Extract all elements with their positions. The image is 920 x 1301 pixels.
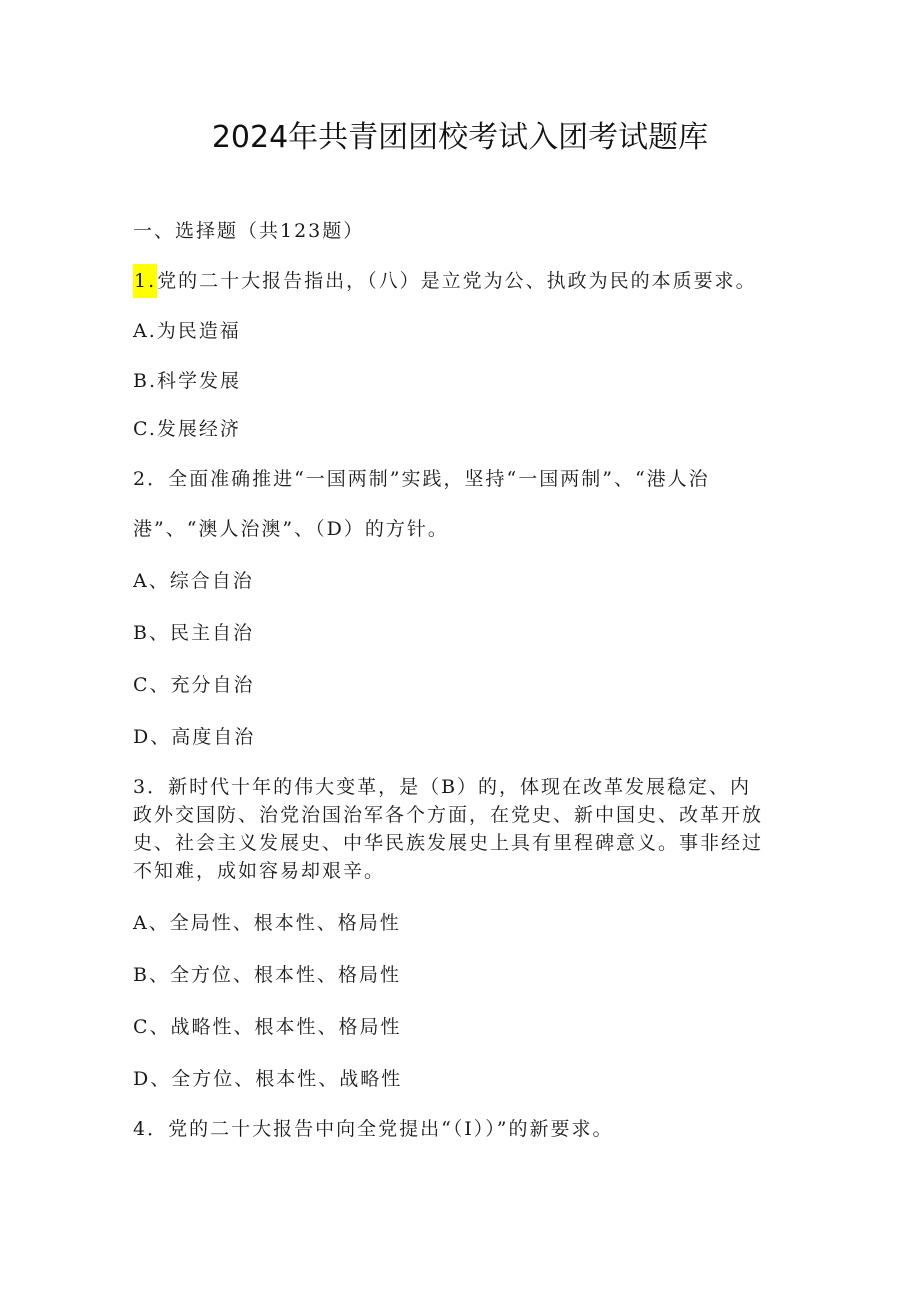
question-3-option-d: D、全方位、根本性、战略性 <box>133 1068 403 1090</box>
question-1-number-highlight: 1. <box>133 264 157 298</box>
question-3-option-b: B、全方位、根本性、格局性 <box>133 964 401 986</box>
section-heading: 一、选择题（共123题） <box>133 220 365 242</box>
question-2-option-d: D、高度自治 <box>133 726 256 748</box>
question-3-stem-line-2: 政外交国防、治党治国治军各个方面，在党史、新中国史、改革开放 <box>133 804 764 826</box>
question-3-option-c: C、战略性、根本性、格局性 <box>133 1016 402 1038</box>
question-2-option-b: B、民主自治 <box>133 622 254 644</box>
question-1-option-b: B.科学发展 <box>133 370 242 392</box>
question-1-stem-line <box>133 266 757 293</box>
question-3-stem-line-3: 史、社会主义发展史、中华民族发展史上具有里程碑意义。事非经过 <box>133 832 764 854</box>
question-2-stem-line-1: 2．全面准确推进“一国两制”实践，坚持“一国两制”、“港人治 <box>133 468 710 490</box>
question-2-option-a: A、综合自治 <box>133 570 254 592</box>
question-2-stem-line-2: 港”、“澳人治澳”、（D）的方针。 <box>133 518 449 540</box>
question-1-option-c: C.发展经济 <box>133 418 241 440</box>
document-title: 2024年共青团团校考试入团考试题库 <box>211 120 709 155</box>
question-3-stem-line-4: 不知难，成如容易却艰辛。 <box>133 860 386 882</box>
question-3-option-a: A、全局性、根本性、格局性 <box>133 912 401 934</box>
question-2-option-c: C、充分自治 <box>133 674 255 696</box>
question-4-stem-line-1: 4．党的二十大报告中向全党提出“（I））”的新要求。 <box>133 1118 614 1140</box>
question-1-option-a: A.为民造福 <box>133 320 241 342</box>
question-3-stem-line-1: 3．新时代十年的伟大变革，是（B）的，体现在改革发展稳定、内 <box>133 776 752 798</box>
question-1-stem: 党的二十大报告指出，（八）是立党为公、执政为民的本质要求。 <box>157 270 757 292</box>
